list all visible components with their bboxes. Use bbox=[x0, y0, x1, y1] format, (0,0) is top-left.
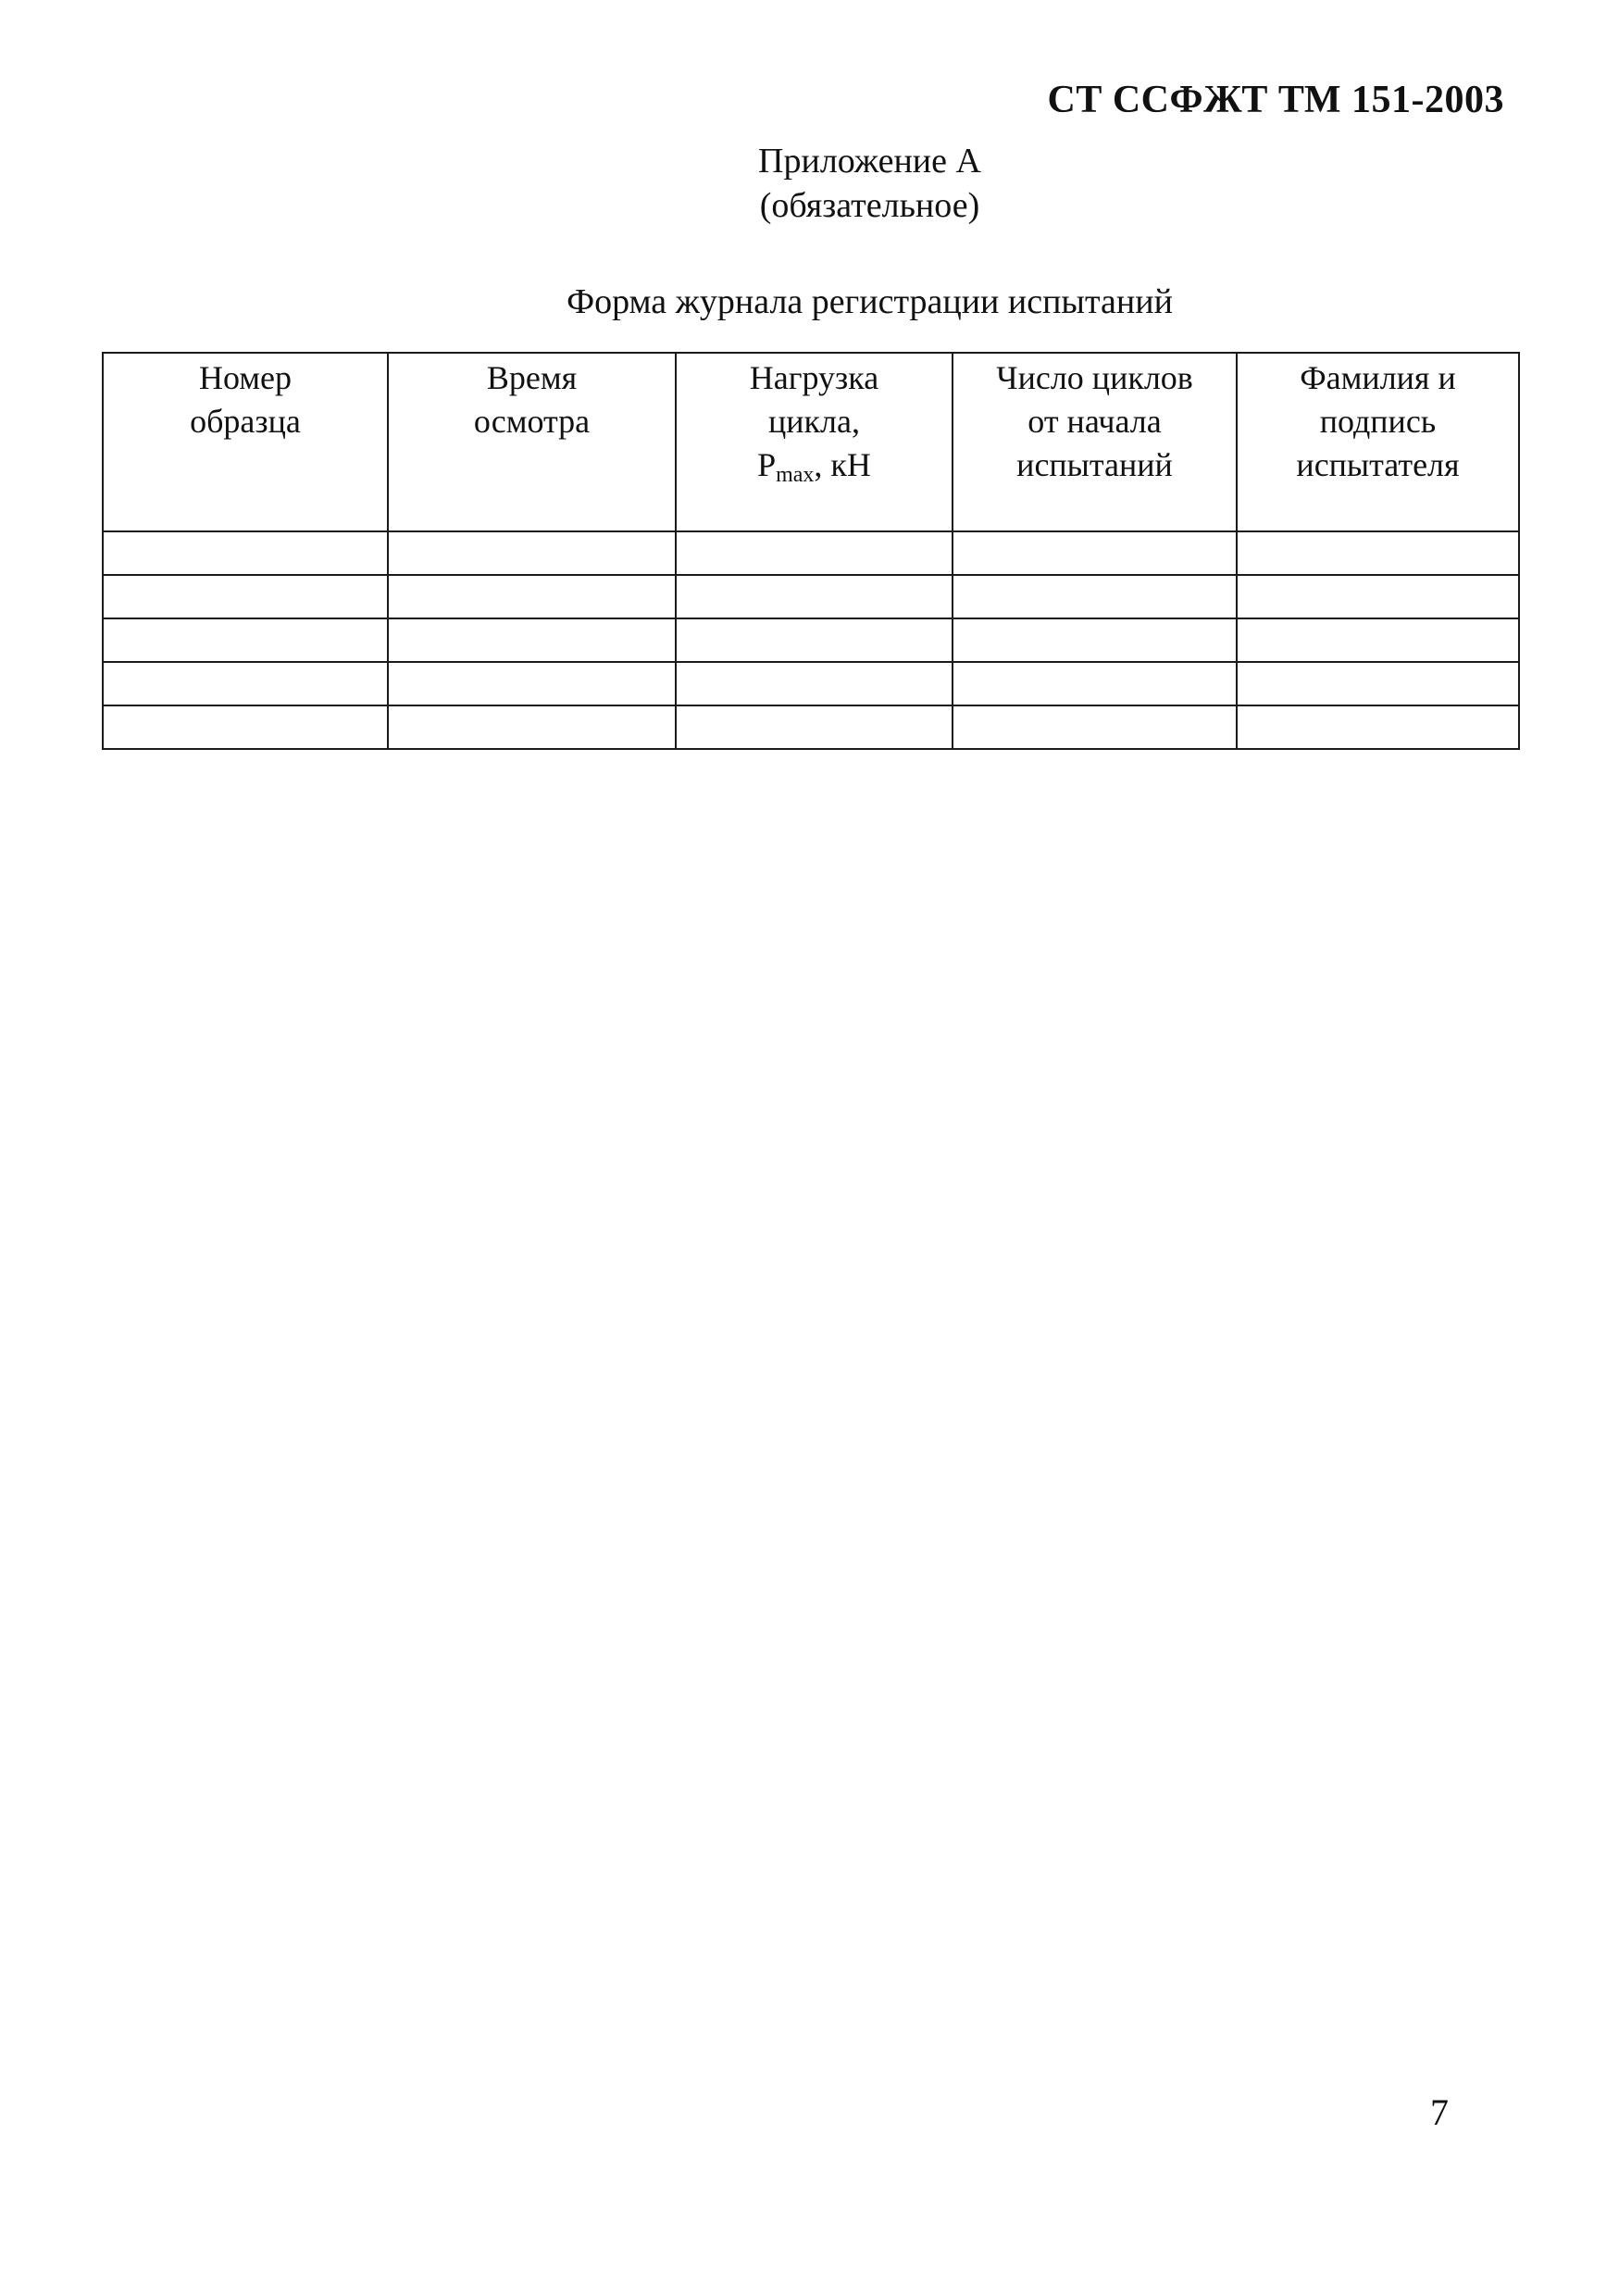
header-text-line: Время bbox=[486, 359, 578, 396]
table-header-row bbox=[103, 353, 1519, 531]
table-cell[interactable] bbox=[103, 662, 388, 705]
table-row bbox=[103, 705, 1519, 749]
table-cell[interactable] bbox=[953, 662, 1237, 705]
table-cell[interactable] bbox=[103, 575, 388, 618]
form-title: Форма журнала регистрации испытаний bbox=[567, 282, 1173, 321]
table-row bbox=[103, 662, 1519, 705]
header-cycle-count bbox=[953, 353, 1237, 531]
table-cell[interactable] bbox=[1237, 705, 1519, 749]
table-cell[interactable] bbox=[388, 705, 676, 749]
header-text-line: цикла, bbox=[768, 403, 860, 440]
table-row bbox=[103, 618, 1519, 662]
table-cell[interactable] bbox=[388, 531, 676, 575]
formula-symbol: P bbox=[757, 446, 777, 483]
header-text-line: испытаний bbox=[1016, 446, 1173, 483]
formula-unit: , кН bbox=[814, 446, 871, 483]
header-sample-number bbox=[103, 353, 388, 531]
header-text-line: образца bbox=[190, 403, 301, 440]
header-inspection-time bbox=[388, 353, 676, 531]
table-cell[interactable] bbox=[1237, 662, 1519, 705]
header-text-line: осмотра bbox=[473, 403, 591, 440]
test-log-table bbox=[102, 352, 1520, 750]
document-code: СТ ССФЖТ ТМ 151-2003 bbox=[1047, 79, 1504, 121]
header-text-line: подпись bbox=[1319, 403, 1437, 440]
table-cell[interactable] bbox=[388, 618, 676, 662]
table-cell[interactable] bbox=[103, 531, 388, 575]
table-cell[interactable] bbox=[953, 618, 1237, 662]
table-cell[interactable] bbox=[676, 618, 953, 662]
table-cell[interactable] bbox=[103, 618, 388, 662]
appendix-title: Приложение А bbox=[758, 142, 981, 181]
table-cell[interactable] bbox=[1237, 575, 1519, 618]
formula-subscript: max bbox=[776, 463, 815, 487]
header-formula bbox=[677, 443, 952, 497]
table-cell[interactable] bbox=[676, 662, 953, 705]
header-text-line: от начала bbox=[1027, 403, 1162, 440]
table-cell[interactable] bbox=[953, 575, 1237, 618]
table-cell[interactable] bbox=[953, 531, 1237, 575]
appendix-status: (обязательное) bbox=[759, 186, 980, 225]
header-text-line: Фамилия и bbox=[1300, 359, 1456, 396]
table-cell[interactable] bbox=[1237, 531, 1519, 575]
header-text-line: Номер bbox=[198, 359, 293, 396]
header-text-line: Число циклов bbox=[996, 359, 1193, 396]
table-cell[interactable] bbox=[388, 575, 676, 618]
header-text-line: Нагрузка bbox=[749, 359, 879, 396]
table-cell[interactable] bbox=[388, 662, 676, 705]
table-cell[interactable] bbox=[676, 531, 953, 575]
appendix-heading bbox=[0, 139, 1619, 228]
page-number: 7 bbox=[1430, 2091, 1449, 2133]
table-cell[interactable] bbox=[1237, 618, 1519, 662]
table-row bbox=[103, 531, 1519, 575]
table-row bbox=[103, 575, 1519, 618]
header-text-line: испытателя bbox=[1296, 446, 1460, 483]
header-cycle-load bbox=[676, 353, 953, 531]
table-cell[interactable] bbox=[676, 705, 953, 749]
table-cell[interactable] bbox=[953, 705, 1237, 749]
header-tester-signature bbox=[1237, 353, 1519, 531]
table-cell[interactable] bbox=[103, 705, 388, 749]
table-cell[interactable] bbox=[676, 575, 953, 618]
